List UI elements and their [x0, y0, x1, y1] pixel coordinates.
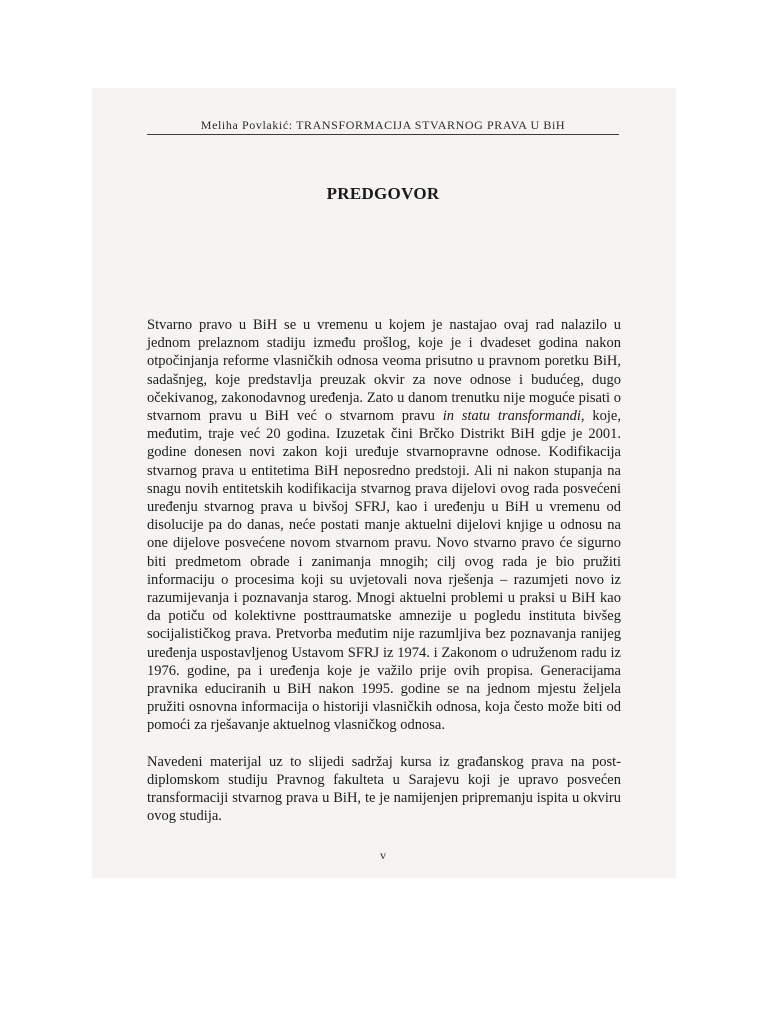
paragraph-1	[147, 316, 621, 735]
paragraph-1-italic-phrase: in statu transformandi	[442, 408, 581, 425]
paragraph-1-text-a: Stvarno pravo u BiH se u vremenu u kojem je nastajao ovaj rad nalazilo u jednom prelaznom stadiju između prošlog, koje je i dvadeset godina nakon otpočinjanja reforme vlasničkih odnosa veoma prisutno u pravnom poretku BiH, sadašnjeg, koje predstavlja preuzak okvir za nove odnose i budućeg, dugo očekivanog, zakonodavnog uređenja. Zato u danom trenutku nije moguće pisati o stvarnom pravu u BiH već o stvarnom pravu	[147, 317, 621, 425]
body-text	[147, 316, 621, 825]
paragraph-2: Navedeni materijal uz to slijedi sadržaj kursa iz građanskog prava na post-diplomskom studiju Pravnog fakulteta u Sarajevu koji je upravo posvećen transformaciji stvarnog prava u BiH, te je namijenjen pripremanju ispita u okviru ovog studija.	[147, 753, 621, 825]
header-rule	[147, 134, 619, 135]
running-head: Meliha Povlakić: TRANSFORMACIJA STVARNOG PRAVA U BiH	[200, 118, 566, 132]
page-number: v	[380, 848, 386, 862]
page-title: PREDGOVOR	[326, 184, 440, 203]
paragraph-1-text-b: , koje, međutim, traje već 20 godina. Izuzetak čini Brčko Distrikt BiH gdje je 2001. godine donesen novi zakon koji uređuje stvarnopravne odnose. Kodifikacija stvarnog prava u entitetima BiH neposredno predstoji. Ali ni nakon stupanja na snagu novih entitetskih kodifikacija stvarnog prava dijelovi ovog rada posvećeni uređenju stvarnog prava u bivšoj SFRJ, kao i uređenju u BiH u vremenu od disolucije pa do danas, neće postati manje aktuelni dijelovi knjige u odnosu na one dijelove posvećene novom stvarnom pravu. Novo stvarno pravo će sigurno biti predmetom obrade i zanimanja mnogih; cilj ovog rada je bio pružiti informaciju o procesima koji su uvjetovali nova rješenja – razumjeti novo iz razumijevanja i poznavanja starog. Mnogi aktuelni problemi u praksi u BiH kao da potiču od kolektivne posttraumatske amnezije u pogledu instituta bivšeg socijalističkog prava. Pretvorba međutim nije razumljiva bez poznavanja ranijeg uređenja uspostavljenog Ustavom SFRJ iz 1974. i Zakonom o udruženom radu iz 1976. godine, pa i uređenja koje je važilo prije ovih propisa. Generacijama pravnika educiranih u BiH nakon 1995. godine se na jednom mjestu željela pružiti osnovna informacija o historiji vlasničkih odnosa, koja često može biti od pomoći za rješavanje aktuelnog vlasničkog odnosa.	[147, 408, 621, 734]
